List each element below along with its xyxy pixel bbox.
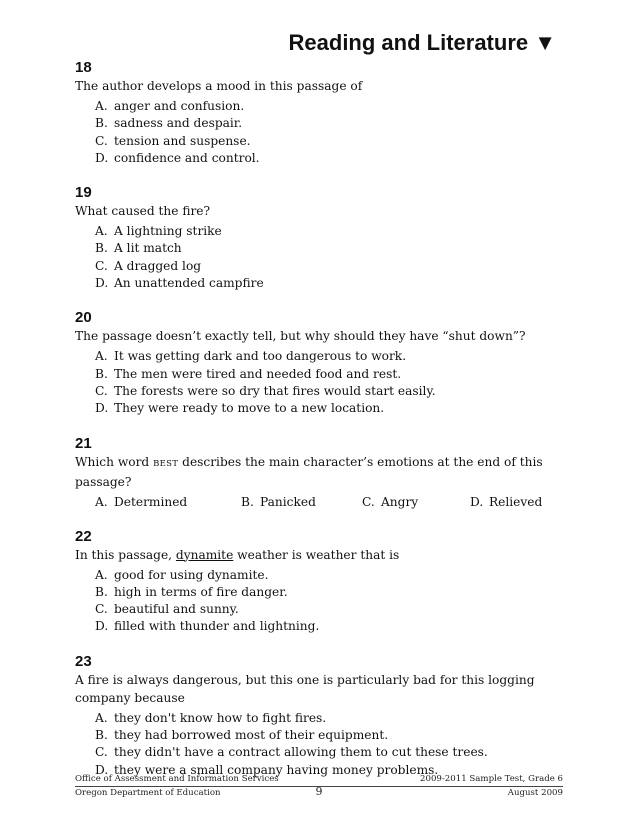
option-letter: A. (95, 567, 108, 582)
question-stem: The author develops a mood in this passage of (75, 79, 363, 93)
answer-options (95, 494, 565, 511)
option-b[interactable] (241, 494, 362, 511)
question-21 (75, 435, 565, 511)
option-letter: A. (95, 99, 108, 113)
option-c[interactable] (362, 494, 470, 511)
option-text: Angry (381, 494, 419, 509)
underlined-word: dynamite (175, 547, 234, 562)
option-letter: D. (470, 494, 484, 509)
option-text: good for using dynamite. (114, 567, 269, 582)
option-letter: D. (95, 401, 109, 416)
page-number: 9 (315, 785, 323, 798)
option-a[interactable] (95, 223, 565, 240)
option-letter: D. (95, 150, 109, 165)
option-text: sadness and despair. (114, 116, 243, 131)
question-stem (75, 453, 565, 491)
option-text: confidence and control. (114, 150, 260, 165)
question-23 (75, 653, 565, 779)
option-a[interactable] (95, 348, 565, 365)
option-letter: A. (95, 494, 108, 509)
stem-text: Which word (75, 454, 154, 469)
question-20 (75, 309, 565, 417)
option-c[interactable] (95, 133, 565, 150)
answer-options (95, 223, 565, 292)
option-b[interactable] (95, 727, 565, 744)
option-a[interactable] (95, 98, 565, 115)
footer-date: August 2009 (507, 788, 563, 798)
option-text: they were a small company having money problems. (114, 762, 439, 777)
option-c[interactable] (95, 258, 565, 275)
question-22 (75, 528, 565, 636)
option-text: A lit match (114, 241, 182, 256)
answer-options (95, 710, 565, 779)
questions-list (75, 59, 565, 796)
option-b[interactable] (95, 584, 565, 601)
option-letter: C. (95, 383, 108, 398)
option-letter: A. (95, 224, 108, 239)
question-stem-line-2: company because (75, 690, 185, 705)
question-number: 23 (75, 652, 92, 670)
option-letter: C. (95, 602, 108, 617)
option-d[interactable] (95, 150, 565, 167)
question-stem: The passage doesn’t exactly tell, but why should they have “shut down”? (75, 329, 526, 344)
option-letter: D. (95, 276, 109, 291)
question-number: 18 (75, 59, 92, 76)
footer-department: Oregon Department of Education (75, 788, 221, 798)
question-stem (75, 546, 565, 564)
option-text: They were ready to move to a new location. (114, 401, 385, 416)
question-19 (75, 184, 565, 292)
option-d[interactable] (470, 494, 542, 511)
option-letter: C. (95, 133, 108, 148)
option-a[interactable] (95, 494, 241, 511)
option-text: high in terms of fire danger. (114, 584, 288, 599)
option-letter: A. (95, 349, 108, 364)
option-text: tension and suspense. (114, 133, 251, 148)
option-text: It was getting dark and too dangerous to work. (114, 349, 407, 364)
option-letter: D. (95, 762, 109, 777)
option-letter: B. (95, 366, 108, 381)
option-letter: B. (95, 584, 108, 599)
question-number: 22 (75, 527, 92, 545)
question-stem-line-1: A fire is always dangerous, but this one is particularly bad for this logging (75, 672, 535, 687)
option-b[interactable] (95, 240, 565, 257)
answer-options (95, 348, 565, 417)
option-text: Relieved (489, 494, 543, 509)
option-text: The men were tired and needed food and rest. (114, 366, 402, 381)
option-d[interactable] (95, 275, 565, 292)
option-letter: B. (95, 116, 108, 131)
option-text: The forests were so dry that fires would start easily. (114, 383, 436, 398)
option-letter: D. (95, 619, 109, 634)
answer-options (95, 98, 565, 167)
option-text: A lightning strike (114, 224, 222, 239)
option-text: they didn't have a contract allowing them to cut these trees. (114, 745, 488, 760)
option-text: An unattended campfire (114, 276, 264, 291)
page-footer (75, 773, 563, 800)
stem-text: describes the main character’s emotions at the end of this passage? (75, 454, 543, 489)
option-c[interactable] (95, 383, 565, 400)
option-letter: C. (362, 494, 375, 509)
footer-test-name: 2009-2011 Sample Test, Grade 6 (420, 774, 563, 784)
option-text: anger and confusion. (114, 99, 245, 113)
option-letter: C. (95, 258, 108, 273)
option-text: filled with thunder and lightning. (114, 619, 320, 634)
question-number: 19 (75, 184, 92, 202)
option-d[interactable] (95, 400, 565, 417)
option-letter: B. (241, 494, 254, 509)
option-letter: C. (95, 745, 108, 760)
question-18 (75, 59, 565, 167)
question-stem: What caused the fire? (75, 204, 211, 219)
option-b[interactable] (95, 366, 565, 383)
option-text: they don't know how to fight fires. (114, 710, 327, 725)
emphasis-word: BEST (153, 458, 179, 469)
option-a[interactable] (95, 710, 565, 727)
answer-options (95, 567, 565, 636)
option-text: beautiful and sunny. (114, 602, 239, 617)
option-letter: B. (95, 728, 108, 743)
option-d[interactable] (95, 618, 565, 635)
option-letter: A. (95, 710, 108, 725)
option-letter: B. (95, 241, 108, 256)
option-text: A dragged log (114, 258, 202, 273)
option-text: Panicked (260, 494, 316, 509)
option-text: they had borrowed most of their equipment. (114, 728, 389, 743)
question-number: 20 (75, 309, 92, 327)
option-text: Determined (114, 494, 188, 509)
question-number: 21 (75, 434, 92, 452)
option-b[interactable] (95, 115, 565, 132)
option-c[interactable] (95, 744, 565, 761)
stem-text: weather is weather that is (233, 547, 400, 562)
option-c[interactable] (95, 601, 565, 618)
section-title: Reading and Literature ▼ (288, 30, 556, 55)
footer-office: Office of Assessment and Information Services (75, 774, 279, 784)
option-a[interactable] (95, 567, 565, 584)
stem-text: In this passage, (75, 547, 176, 562)
